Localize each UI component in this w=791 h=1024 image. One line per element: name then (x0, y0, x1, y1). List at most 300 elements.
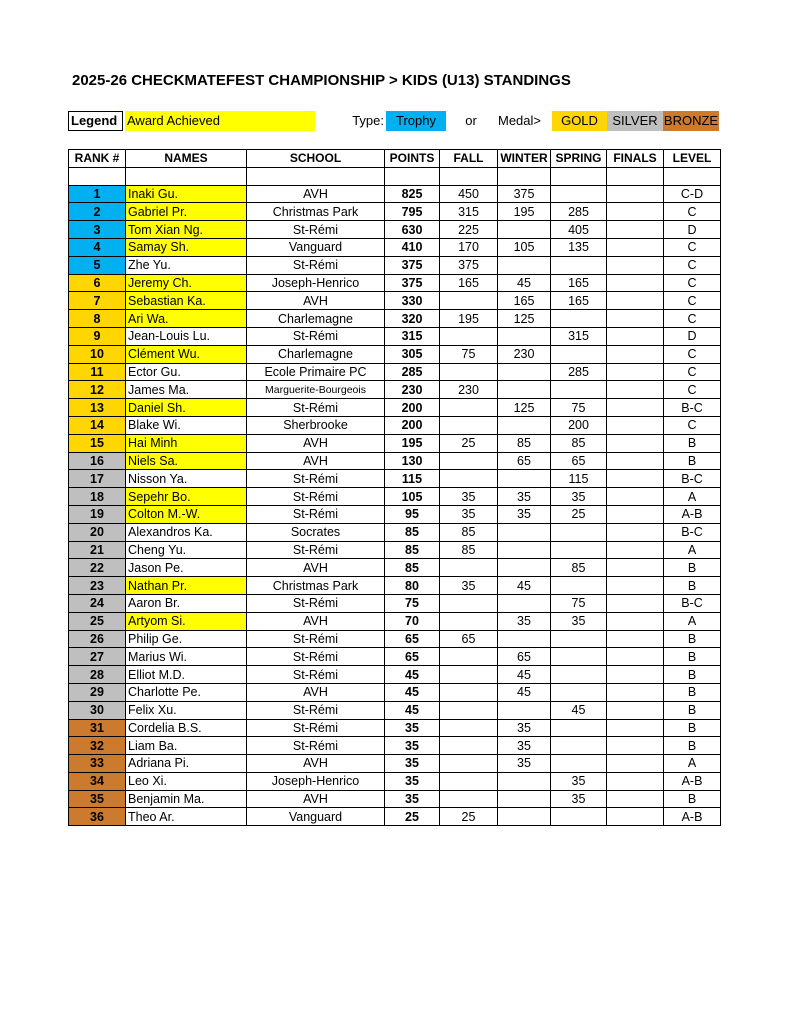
winter-cell: 165 (498, 292, 551, 310)
school-cell: Sherbrooke (247, 416, 385, 434)
points-cell: 35 (385, 755, 440, 773)
winter-cell: 375 (498, 185, 551, 203)
school-cell: AVH (247, 292, 385, 310)
name-cell: Adriana Pi. (126, 755, 247, 773)
points-cell: 35 (385, 790, 440, 808)
name-cell: Ari Wa. (126, 310, 247, 328)
finals-cell (607, 755, 664, 773)
name-cell: Colton M.-W. (126, 505, 247, 523)
table-row (69, 594, 721, 612)
fall-cell (440, 772, 498, 790)
table-row (69, 488, 721, 506)
header-level: LEVEL (664, 150, 721, 168)
table-row (69, 274, 721, 292)
fall-cell (440, 648, 498, 666)
finals-cell (607, 790, 664, 808)
level-cell: A (664, 755, 721, 773)
finals-cell (607, 310, 664, 328)
level-cell: C (664, 416, 721, 434)
name-cell: Jean-Louis Lu. (126, 327, 247, 345)
points-cell: 45 (385, 701, 440, 719)
winter-cell (498, 523, 551, 541)
finals-cell (607, 808, 664, 826)
level-cell: B (664, 737, 721, 755)
fall-cell: 375 (440, 256, 498, 274)
spring-cell: 285 (551, 363, 607, 381)
table-row (69, 505, 721, 523)
header-fall: FALL (440, 150, 498, 168)
table-row (69, 737, 721, 755)
winter-cell (498, 808, 551, 826)
school-cell: St-Rémi (247, 221, 385, 239)
standings-table (68, 149, 721, 826)
rank-cell: 23 (69, 577, 126, 595)
table-row (69, 683, 721, 701)
name-cell: Liam Ba. (126, 737, 247, 755)
rank-cell: 13 (69, 399, 126, 417)
rank-cell: 7 (69, 292, 126, 310)
rank-cell: 16 (69, 452, 126, 470)
fall-cell: 65 (440, 630, 498, 648)
school-cell: AVH (247, 612, 385, 630)
name-cell: Inaki Gu. (126, 185, 247, 203)
table-row (69, 577, 721, 595)
spacer-cell (664, 167, 721, 185)
table-row (69, 452, 721, 470)
fall-cell (440, 719, 498, 737)
name-cell: Cordelia B.S. (126, 719, 247, 737)
school-cell: Joseph-Henrico (247, 772, 385, 790)
finals-cell (607, 559, 664, 577)
school-cell: Ecole Primaire PC (247, 363, 385, 381)
level-cell: B-C (664, 594, 721, 612)
header-names: NAMES (126, 150, 247, 168)
school-cell: St-Rémi (247, 630, 385, 648)
school-cell: St-Rémi (247, 488, 385, 506)
points-cell: 375 (385, 256, 440, 274)
finals-cell (607, 630, 664, 648)
school-cell: Marguerite-Bourgeois (247, 381, 385, 399)
fall-cell (440, 666, 498, 684)
spacer-cell (607, 167, 664, 185)
legend-trophy: Trophy (386, 111, 446, 131)
school-cell: St-Rémi (247, 701, 385, 719)
winter-cell: 35 (498, 488, 551, 506)
winter-cell: 45 (498, 274, 551, 292)
legend-award-achieved: Award Achieved (125, 111, 315, 131)
winter-cell (498, 772, 551, 790)
level-cell: C (664, 381, 721, 399)
level-cell: D (664, 327, 721, 345)
winter-cell: 65 (498, 452, 551, 470)
fall-cell (440, 737, 498, 755)
spring-cell (551, 345, 607, 363)
winter-cell: 45 (498, 666, 551, 684)
rank-cell: 34 (69, 772, 126, 790)
level-cell: B (664, 683, 721, 701)
school-cell: St-Rémi (247, 594, 385, 612)
points-cell: 330 (385, 292, 440, 310)
rank-cell: 9 (69, 327, 126, 345)
name-cell: Benjamin Ma. (126, 790, 247, 808)
school-cell: AVH (247, 434, 385, 452)
name-cell: Jeremy Ch. (126, 274, 247, 292)
school-cell: Charlemagne (247, 345, 385, 363)
winter-cell: 230 (498, 345, 551, 363)
school-cell: St-Rémi (247, 719, 385, 737)
legend-silver: SILVER (607, 111, 663, 131)
winter-cell: 45 (498, 683, 551, 701)
level-cell: A (664, 541, 721, 559)
table-row (69, 203, 721, 221)
points-cell: 130 (385, 452, 440, 470)
points-cell: 630 (385, 221, 440, 239)
points-cell: 25 (385, 808, 440, 826)
fall-cell (440, 594, 498, 612)
level-cell: A-B (664, 505, 721, 523)
winter-cell: 125 (498, 310, 551, 328)
name-cell: Samay Sh. (126, 238, 247, 256)
winter-cell (498, 416, 551, 434)
rank-cell: 21 (69, 541, 126, 559)
spring-cell: 35 (551, 790, 607, 808)
table-row (69, 416, 721, 434)
table-row (69, 363, 721, 381)
rank-cell: 15 (69, 434, 126, 452)
header-school: SCHOOL (247, 150, 385, 168)
winter-cell: 35 (498, 505, 551, 523)
spring-cell (551, 381, 607, 399)
winter-cell (498, 256, 551, 274)
name-cell: Alexandros Ka. (126, 523, 247, 541)
fall-cell (440, 470, 498, 488)
name-cell: Sepehr Bo. (126, 488, 247, 506)
points-cell: 85 (385, 523, 440, 541)
spring-cell: 85 (551, 559, 607, 577)
finals-cell (607, 594, 664, 612)
rank-cell: 19 (69, 505, 126, 523)
rank-cell: 29 (69, 683, 126, 701)
table-row (69, 648, 721, 666)
fall-cell (440, 452, 498, 470)
table-row (69, 470, 721, 488)
spring-cell: 115 (551, 470, 607, 488)
spring-cell (551, 719, 607, 737)
points-cell: 70 (385, 612, 440, 630)
spring-cell: 35 (551, 488, 607, 506)
spring-cell: 405 (551, 221, 607, 239)
finals-cell (607, 470, 664, 488)
finals-cell (607, 541, 664, 559)
spacer-cell (385, 167, 440, 185)
level-cell: C (664, 203, 721, 221)
school-cell: Joseph-Henrico (247, 274, 385, 292)
finals-cell (607, 185, 664, 203)
points-cell: 410 (385, 238, 440, 256)
points-cell: 375 (385, 274, 440, 292)
spacer-cell (498, 167, 551, 185)
winter-cell: 65 (498, 648, 551, 666)
finals-cell (607, 238, 664, 256)
spacer-cell (247, 167, 385, 185)
school-cell: St-Rémi (247, 256, 385, 274)
legend-type-label: Type: (352, 113, 384, 128)
rank-cell: 28 (69, 666, 126, 684)
winter-cell (498, 221, 551, 239)
rank-cell: 24 (69, 594, 126, 612)
name-cell: Nisson Ya. (126, 470, 247, 488)
finals-cell (607, 577, 664, 595)
table-row (69, 381, 721, 399)
finals-cell (607, 701, 664, 719)
finals-cell (607, 363, 664, 381)
level-cell: A (664, 488, 721, 506)
points-cell: 200 (385, 416, 440, 434)
points-cell: 195 (385, 434, 440, 452)
rank-cell: 11 (69, 363, 126, 381)
fall-cell (440, 363, 498, 381)
points-cell: 35 (385, 772, 440, 790)
points-cell: 230 (385, 381, 440, 399)
table-row (69, 256, 721, 274)
points-cell: 75 (385, 594, 440, 612)
fall-cell (440, 755, 498, 773)
table-row (69, 399, 721, 417)
winter-cell: 125 (498, 399, 551, 417)
points-cell: 95 (385, 505, 440, 523)
spacer-cell (126, 167, 247, 185)
spacer-row (69, 167, 721, 185)
winter-cell (498, 790, 551, 808)
spring-cell: 165 (551, 274, 607, 292)
level-cell: B (664, 648, 721, 666)
finals-cell (607, 399, 664, 417)
rank-cell: 17 (69, 470, 126, 488)
table-row (69, 185, 721, 203)
school-cell: St-Rémi (247, 541, 385, 559)
points-cell: 105 (385, 488, 440, 506)
level-cell: C (664, 292, 721, 310)
spring-cell (551, 630, 607, 648)
fall-cell: 75 (440, 345, 498, 363)
rank-cell: 8 (69, 310, 126, 328)
fall-cell: 165 (440, 274, 498, 292)
winter-cell (498, 363, 551, 381)
level-cell: A-B (664, 772, 721, 790)
points-cell: 45 (385, 683, 440, 701)
name-cell: Gabriel Pr. (126, 203, 247, 221)
fall-cell (440, 327, 498, 345)
rank-cell: 4 (69, 238, 126, 256)
fall-cell (440, 399, 498, 417)
spring-cell (551, 541, 607, 559)
name-cell: Nathan Pr. (126, 577, 247, 595)
level-cell: C-D (664, 185, 721, 203)
points-cell: 45 (385, 666, 440, 684)
table-row (69, 559, 721, 577)
points-cell: 85 (385, 541, 440, 559)
school-cell: AVH (247, 185, 385, 203)
rank-cell: 10 (69, 345, 126, 363)
table-row (69, 238, 721, 256)
finals-cell (607, 203, 664, 221)
finals-cell (607, 434, 664, 452)
points-cell: 115 (385, 470, 440, 488)
spring-cell (551, 256, 607, 274)
fall-cell (440, 683, 498, 701)
name-cell: Elliot M.D. (126, 666, 247, 684)
rank-cell: 30 (69, 701, 126, 719)
level-cell: A-B (664, 808, 721, 826)
winter-cell: 35 (498, 719, 551, 737)
level-cell: C (664, 363, 721, 381)
points-cell: 285 (385, 363, 440, 381)
header-finals: FINALS (607, 150, 664, 168)
header-rank: RANK # (69, 150, 126, 168)
rank-cell: 18 (69, 488, 126, 506)
table-row (69, 772, 721, 790)
spacer-cell (69, 167, 126, 185)
finals-cell (607, 221, 664, 239)
school-cell: St-Rémi (247, 327, 385, 345)
rank-cell: 33 (69, 755, 126, 773)
spring-cell (551, 755, 607, 773)
winter-cell (498, 701, 551, 719)
spring-cell (551, 737, 607, 755)
winter-cell: 35 (498, 755, 551, 773)
finals-cell (607, 683, 664, 701)
table-row (69, 790, 721, 808)
spring-cell: 65 (551, 452, 607, 470)
name-cell: Philip Ge. (126, 630, 247, 648)
winter-cell (498, 327, 551, 345)
level-cell: B (664, 577, 721, 595)
rank-cell: 3 (69, 221, 126, 239)
spring-cell: 165 (551, 292, 607, 310)
name-cell: Cheng Yu. (126, 541, 247, 559)
rank-cell: 1 (69, 185, 126, 203)
points-cell: 315 (385, 327, 440, 345)
table-row (69, 612, 721, 630)
winter-cell (498, 594, 551, 612)
spring-cell: 35 (551, 772, 607, 790)
legend-label: Legend (68, 111, 123, 131)
school-cell: Vanguard (247, 808, 385, 826)
spring-cell (551, 683, 607, 701)
legend-or: or (465, 113, 477, 128)
name-cell: Marius Wi. (126, 648, 247, 666)
fall-cell (440, 416, 498, 434)
finals-cell (607, 648, 664, 666)
name-cell: Aaron Br. (126, 594, 247, 612)
school-cell: St-Rémi (247, 505, 385, 523)
rank-cell: 14 (69, 416, 126, 434)
spring-cell: 45 (551, 701, 607, 719)
points-cell: 200 (385, 399, 440, 417)
level-cell: C (664, 256, 721, 274)
name-cell: Ector Gu. (126, 363, 247, 381)
header-points: POINTS (385, 150, 440, 168)
winter-cell: 45 (498, 577, 551, 595)
rank-cell: 5 (69, 256, 126, 274)
school-cell: AVH (247, 683, 385, 701)
fall-cell: 195 (440, 310, 498, 328)
spring-cell (551, 523, 607, 541)
spring-cell (551, 648, 607, 666)
winter-cell: 85 (498, 434, 551, 452)
fall-cell: 25 (440, 808, 498, 826)
level-cell: B (664, 701, 721, 719)
level-cell: B (664, 630, 721, 648)
fall-cell (440, 292, 498, 310)
school-cell: St-Rémi (247, 666, 385, 684)
fall-cell: 35 (440, 505, 498, 523)
spring-cell: 75 (551, 399, 607, 417)
spring-cell: 25 (551, 505, 607, 523)
table-row (69, 434, 721, 452)
finals-cell (607, 505, 664, 523)
rank-cell: 35 (69, 790, 126, 808)
level-cell: C (664, 310, 721, 328)
winter-cell: 195 (498, 203, 551, 221)
level-cell: B-C (664, 470, 721, 488)
table-row (69, 310, 721, 328)
name-cell: Sebastian Ka. (126, 292, 247, 310)
finals-cell (607, 488, 664, 506)
spacer-cell (440, 167, 498, 185)
table-row (69, 808, 721, 826)
table-row (69, 345, 721, 363)
table-row (69, 221, 721, 239)
level-cell: B (664, 719, 721, 737)
points-cell: 65 (385, 648, 440, 666)
school-cell: Christmas Park (247, 203, 385, 221)
fall-cell (440, 701, 498, 719)
spring-cell: 85 (551, 434, 607, 452)
table-row (69, 541, 721, 559)
school-cell: St-Rémi (247, 737, 385, 755)
legend-gold: GOLD (552, 111, 607, 131)
fall-cell: 170 (440, 238, 498, 256)
level-cell: B (664, 666, 721, 684)
name-cell: Leo Xi. (126, 772, 247, 790)
level-cell: B (664, 790, 721, 808)
legend-bronze: BRONZE (663, 111, 719, 131)
rank-cell: 12 (69, 381, 126, 399)
points-cell: 80 (385, 577, 440, 595)
points-cell: 305 (385, 345, 440, 363)
spring-cell: 285 (551, 203, 607, 221)
fall-cell: 315 (440, 203, 498, 221)
rank-cell: 20 (69, 523, 126, 541)
table-row (69, 630, 721, 648)
finals-cell (607, 737, 664, 755)
finals-cell (607, 666, 664, 684)
points-cell: 85 (385, 559, 440, 577)
points-cell: 795 (385, 203, 440, 221)
winter-cell (498, 470, 551, 488)
table-row (69, 719, 721, 737)
school-cell: St-Rémi (247, 470, 385, 488)
fall-cell: 35 (440, 577, 498, 595)
points-cell: 35 (385, 719, 440, 737)
rank-cell: 32 (69, 737, 126, 755)
table-row (69, 327, 721, 345)
name-cell: Zhe Yu. (126, 256, 247, 274)
table-row (69, 701, 721, 719)
winter-cell: 35 (498, 737, 551, 755)
table-row (69, 523, 721, 541)
